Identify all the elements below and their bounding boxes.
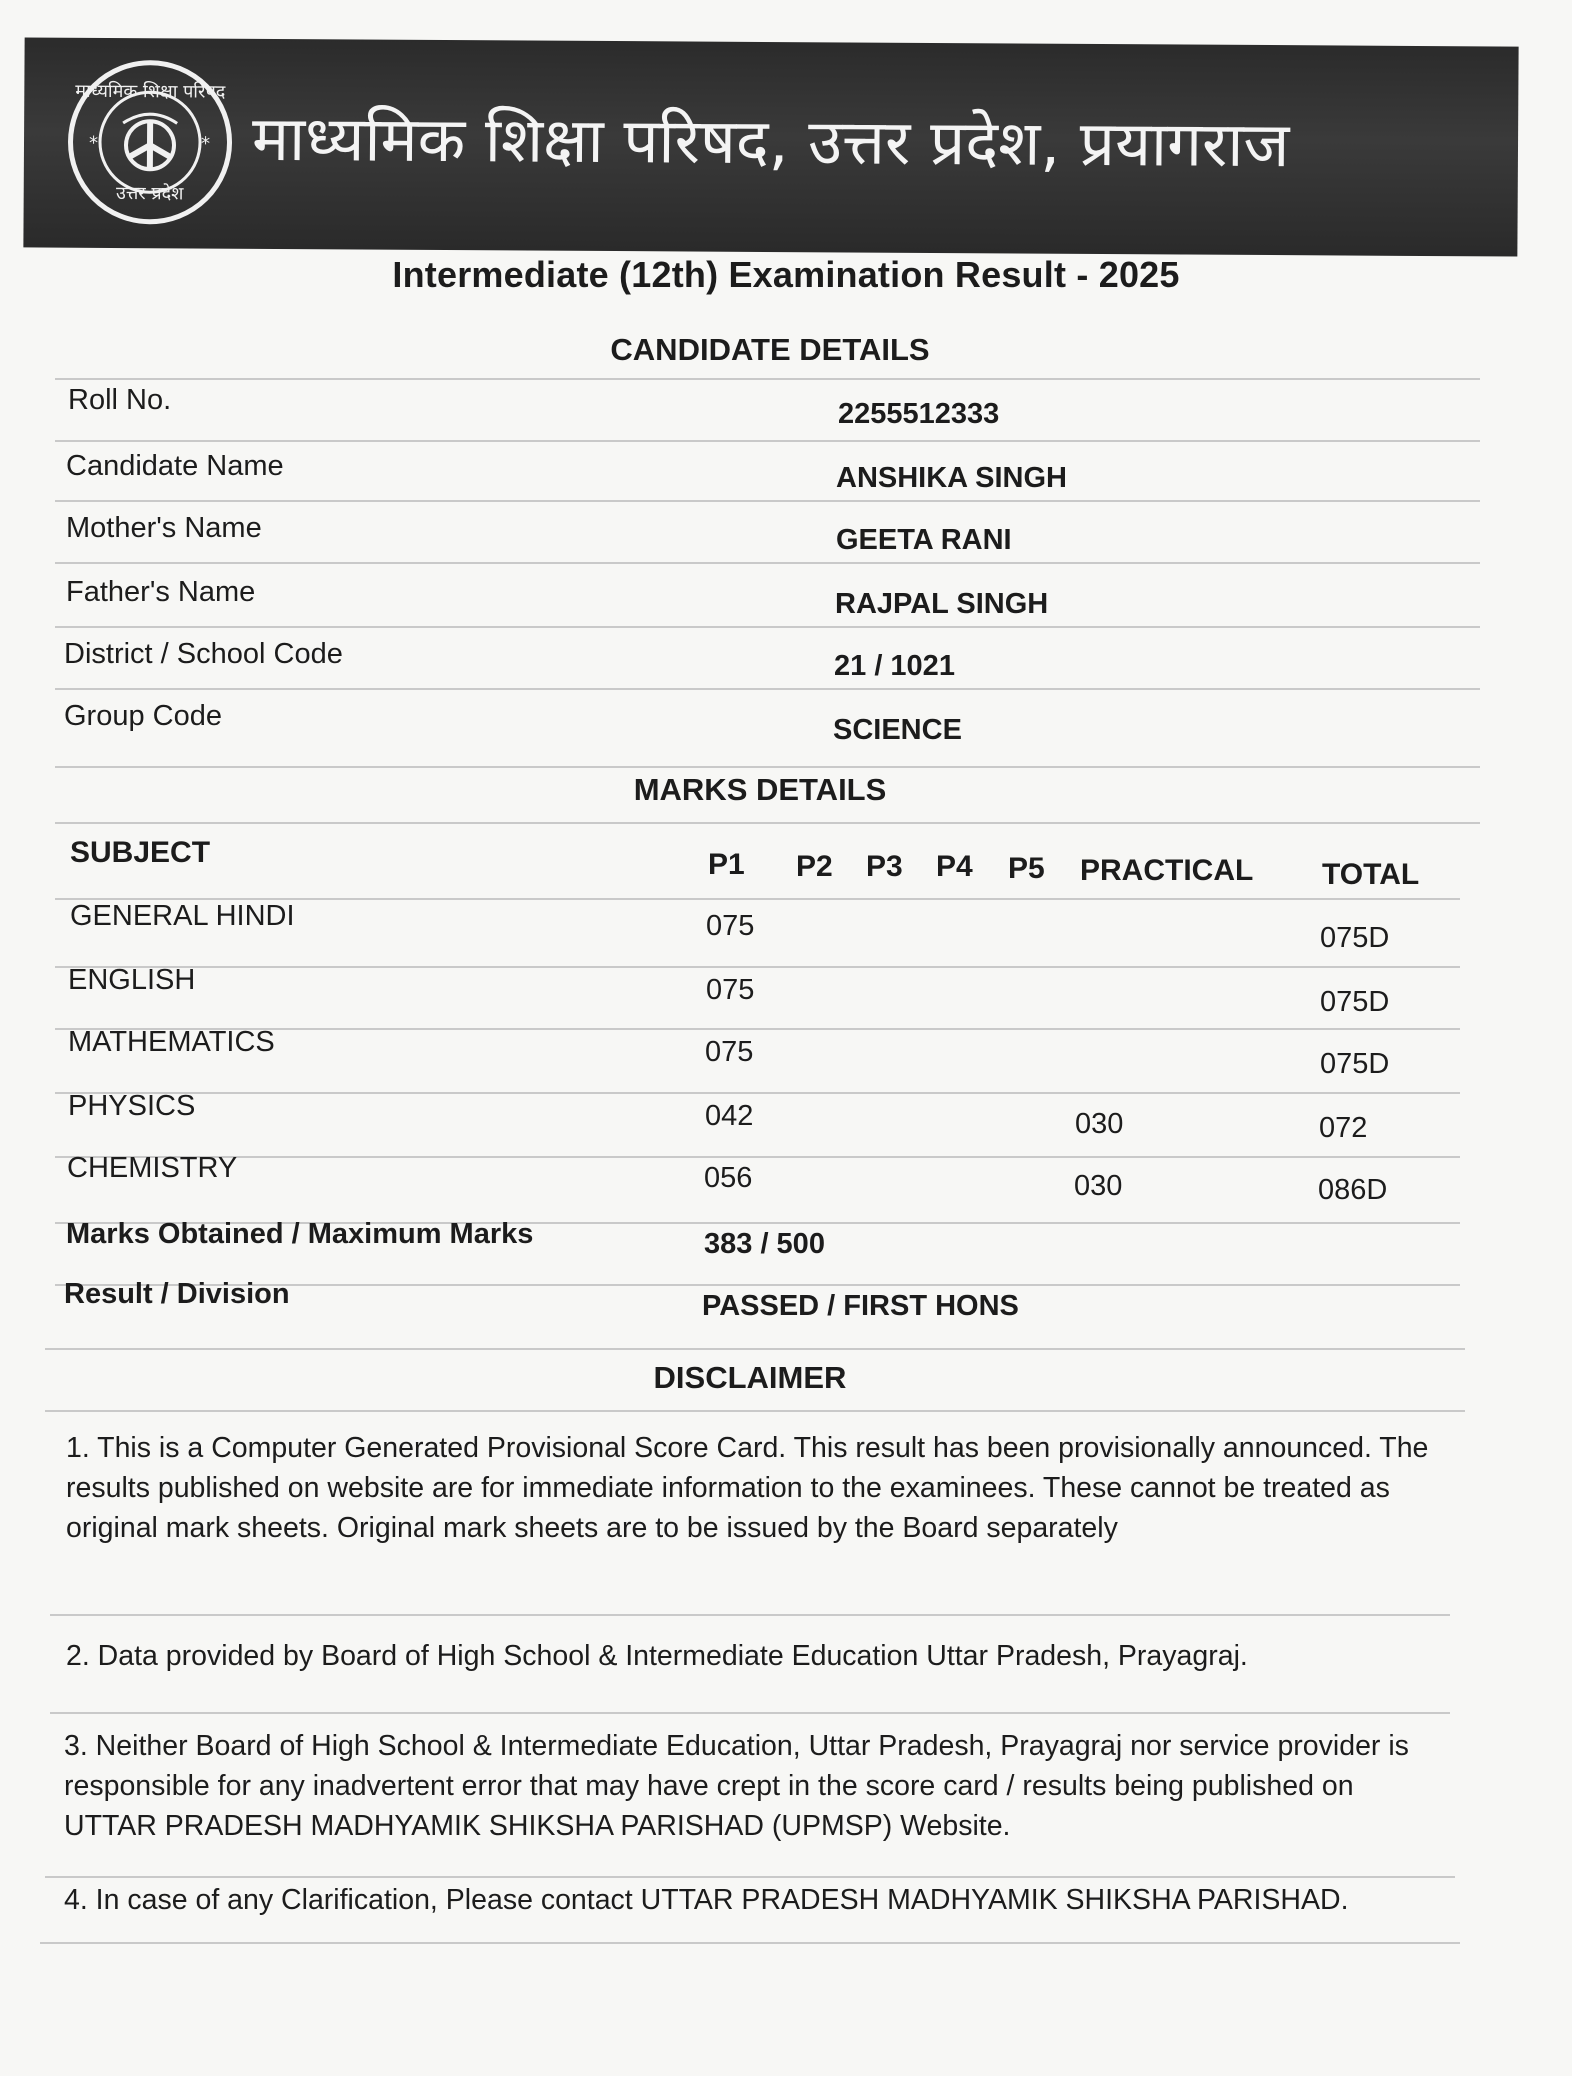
- divider: [55, 688, 1480, 690]
- col-total: TOTAL: [1322, 858, 1420, 891]
- divider: [55, 562, 1480, 564]
- total-cell: 086D: [1318, 1174, 1388, 1206]
- result-division-label: Result / Division: [64, 1278, 290, 1310]
- marks-details-heading: MARKS DETAILS: [633, 772, 887, 807]
- col-practical: PRACTICAL: [1080, 854, 1254, 887]
- divider: [55, 378, 1480, 380]
- svg-text:*: *: [200, 133, 211, 155]
- divider: [55, 500, 1480, 502]
- total-cell: 072: [1319, 1112, 1368, 1144]
- board-seal: [68, 60, 233, 225]
- p1-cell: 075: [706, 974, 755, 1006]
- col-p3: P3: [866, 850, 903, 883]
- divider: [55, 1156, 1460, 1158]
- fathers-name-label: Father's Name: [66, 576, 256, 608]
- divider: [45, 1876, 1455, 1878]
- divider: [55, 626, 1480, 628]
- subject-cell: CHEMISTRY: [67, 1152, 238, 1184]
- divider: [55, 966, 1460, 968]
- candidate-name-value: ANSHIKA SINGH: [836, 462, 1067, 494]
- col-subject: SUBJECT: [70, 836, 211, 869]
- group-code-value: SCIENCE: [833, 714, 962, 746]
- marks-obtained-value: 383 / 500: [704, 1228, 825, 1260]
- mothers-name-value: GEETA RANI: [836, 524, 1012, 556]
- header-banner: [23, 37, 1518, 256]
- result-division-value: PASSED / FIRST HONS: [702, 1290, 1019, 1322]
- divider: [40, 1942, 1460, 1944]
- col-p4: P4: [936, 850, 973, 883]
- fathers-name-value: RAJPAL SINGH: [835, 588, 1049, 620]
- total-cell: 075D: [1320, 1048, 1390, 1080]
- p1-cell: 056: [704, 1162, 753, 1194]
- svg-text:*: *: [88, 132, 99, 154]
- disclaimer-item-3: 3. Neither Board of High School & Intermediate Education, Uttar Pradesh, Prayagraj nor service provider is responsible for any inadvertent error that may have crept in the score card / results being published on UTTAR PRADESH MADHYAMIK SHIKSHA PARISHAD (UPMSP) Website.: [64, 1730, 1409, 1842]
- p1-cell: 075: [706, 910, 755, 942]
- candidate-name-label: Candidate Name: [66, 450, 284, 482]
- board-title: माध्यमिक शिक्षा परिषद, उत्तर प्रदेश, प्रयागराज: [251, 101, 1290, 182]
- subject-cell: MATHEMATICS: [68, 1026, 275, 1058]
- candidate-details-heading: CANDIDATE DETAILS: [610, 332, 930, 367]
- total-cell: 075D: [1320, 922, 1390, 954]
- col-p2: P2: [796, 850, 833, 883]
- divider: [55, 440, 1480, 442]
- disclaimer-item-4: 4. In case of any Clarification, Please contact UTTAR PRADESH MADHYAMIK SHIKSHA PARISHAD.: [64, 1884, 1349, 1916]
- divider: [55, 822, 1480, 824]
- group-code-label: Group Code: [64, 700, 222, 732]
- disclaimer-item-1: 1. This is a Computer Generated Provisional Score Card. This result has been provisionally announced. The results published on website are for immediate information to the examinees. These cannot be treated as original mark sheets. Original mark sheets are to be issued by the Board separately: [66, 1432, 1429, 1544]
- seal-text-top: माध्यमिक शिक्षा परिषद: [75, 80, 226, 103]
- roll-no-label: Roll No.: [68, 384, 172, 416]
- divider: [55, 1092, 1460, 1094]
- divider: [55, 766, 1480, 768]
- disclaimer-heading: DISCLAIMER: [653, 1360, 847, 1395]
- roll-no-value: 2255512333: [838, 398, 1000, 430]
- district-school-code-value: 21 / 1021: [834, 650, 955, 682]
- col-p5: P5: [1008, 852, 1045, 885]
- divider: [45, 1348, 1465, 1350]
- district-school-code-label: District / School Code: [64, 638, 343, 670]
- subject-cell: PHYSICS: [68, 1090, 196, 1122]
- disclaimer-item-2: 2. Data provided by Board of High School & Intermediate Education Uttar Pradesh, Prayagraj.: [66, 1640, 1248, 1672]
- total-cell: 075D: [1320, 986, 1390, 1018]
- exam-title: Intermediate (12th) Examination Result - 2025: [392, 254, 1180, 295]
- divider: [45, 1410, 1465, 1412]
- practical-cell: 030: [1074, 1170, 1123, 1202]
- p1-cell: 075: [705, 1036, 754, 1068]
- marks-obtained-label: Marks Obtained / Maximum Marks: [66, 1218, 534, 1250]
- p1-cell: 042: [705, 1100, 754, 1132]
- subject-cell: ENGLISH: [68, 964, 196, 996]
- practical-cell: 030: [1075, 1108, 1124, 1140]
- divider: [50, 1614, 1450, 1616]
- seal-text-bottom: उत्तर प्रदेश: [115, 182, 184, 205]
- subject-cell: GENERAL HINDI: [70, 900, 295, 932]
- divider: [50, 1712, 1450, 1714]
- mothers-name-label: Mother's Name: [66, 512, 262, 544]
- col-p1: P1: [708, 848, 745, 881]
